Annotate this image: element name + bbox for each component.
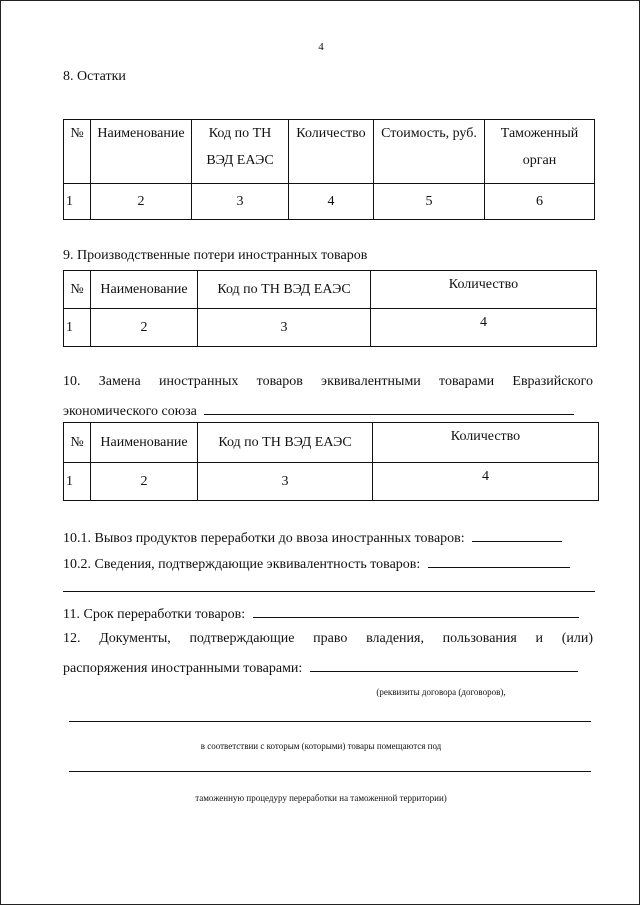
table-cell: 4	[371, 309, 597, 347]
section-10-2	[63, 555, 570, 573]
table-header-row	[64, 120, 595, 184]
remains-table	[63, 119, 595, 220]
header-cell: Код по ТН ВЭД ЕАЭС	[198, 271, 371, 309]
section-11-label: 11. Срок переработки товаров:	[63, 607, 246, 622]
header-cell: Количество	[371, 271, 597, 309]
contract-details-line[interactable]	[69, 721, 591, 722]
note-contract-details: (реквизиты договора (договоров),	[376, 687, 506, 697]
section-12-field[interactable]	[310, 659, 578, 672]
table-cell: 5	[374, 184, 485, 220]
header-cell: Наименование	[91, 271, 198, 309]
replacement-table	[63, 422, 599, 501]
table-header-row	[64, 423, 599, 463]
section-10-heading-text: экономического союза	[63, 404, 197, 419]
table-cell: 3	[192, 184, 289, 220]
header-cell: Таможенный орган	[485, 120, 595, 184]
section-9-heading: 9. Производственные потери иностранных товаров	[63, 248, 368, 263]
table-row	[64, 309, 597, 347]
section-10-1-field[interactable]	[472, 529, 562, 542]
section-10-2-field[interactable]	[428, 555, 570, 568]
header-cell: №	[64, 423, 91, 463]
header-cell: №	[64, 120, 91, 184]
section-10-1	[63, 529, 562, 547]
table-cell: 3	[198, 463, 373, 501]
section-10-1-label: 10.1. Вывоз продуктов переработки до ввоза иностранных товаров:	[63, 531, 465, 546]
table-row	[64, 184, 595, 220]
section-12-line1: 12. Документы, подтверждающие право владения, пользования и (или)	[63, 631, 593, 646]
page-number: 4	[318, 41, 324, 53]
header-cell: Код по ТН ВЭД ЕАЭС	[192, 120, 289, 184]
header-cell: Количество	[289, 120, 374, 184]
header-cell: №	[64, 271, 91, 309]
header-cell: Наименование	[91, 120, 192, 184]
section-10-heading-line1: 10. Замена иностранных товаров эквивалентными товарами Евразийского	[63, 374, 593, 389]
section-12-label: распоряжения иностранными товарами:	[63, 661, 303, 676]
table-cell: 1	[64, 463, 91, 501]
table-cell: 3	[198, 309, 371, 347]
section-11	[63, 605, 579, 623]
table-header-row	[64, 271, 597, 309]
section-12-line2	[63, 659, 578, 677]
table-cell: 2	[91, 309, 198, 347]
section-10-2-label: 10.2. Сведения, подтверждающие эквивалентность товаров:	[63, 557, 421, 572]
header-cell: Наименование	[91, 423, 198, 463]
section-10-heading-line2	[63, 402, 574, 420]
contract-purpose-line[interactable]	[69, 771, 591, 772]
table-cell: 1	[64, 184, 91, 220]
section-10-blank-field[interactable]	[204, 402, 574, 415]
section-11-field[interactable]	[253, 605, 579, 618]
table-cell: 2	[91, 463, 198, 501]
section-8-heading: 8. Остатки	[63, 69, 126, 84]
header-cell: Стоимость, руб.	[374, 120, 485, 184]
losses-table	[63, 270, 597, 347]
note-customs-procedure: таможенную процедуру переработки на таможенной территории)	[195, 793, 447, 803]
table-cell: 1	[64, 309, 91, 347]
table-cell: 6	[485, 184, 595, 220]
table-cell: 2	[91, 184, 192, 220]
table-row	[64, 463, 599, 501]
table-cell: 4	[373, 463, 599, 501]
header-cell: Количество	[373, 423, 599, 463]
note-contract-purpose: в соответствии с которым (которыми) товары помещаются под	[200, 741, 442, 751]
table-cell: 4	[289, 184, 374, 220]
section-10-2-continuation-line[interactable]	[63, 591, 595, 592]
header-cell: Код по ТН ВЭД ЕАЭС	[198, 423, 373, 463]
